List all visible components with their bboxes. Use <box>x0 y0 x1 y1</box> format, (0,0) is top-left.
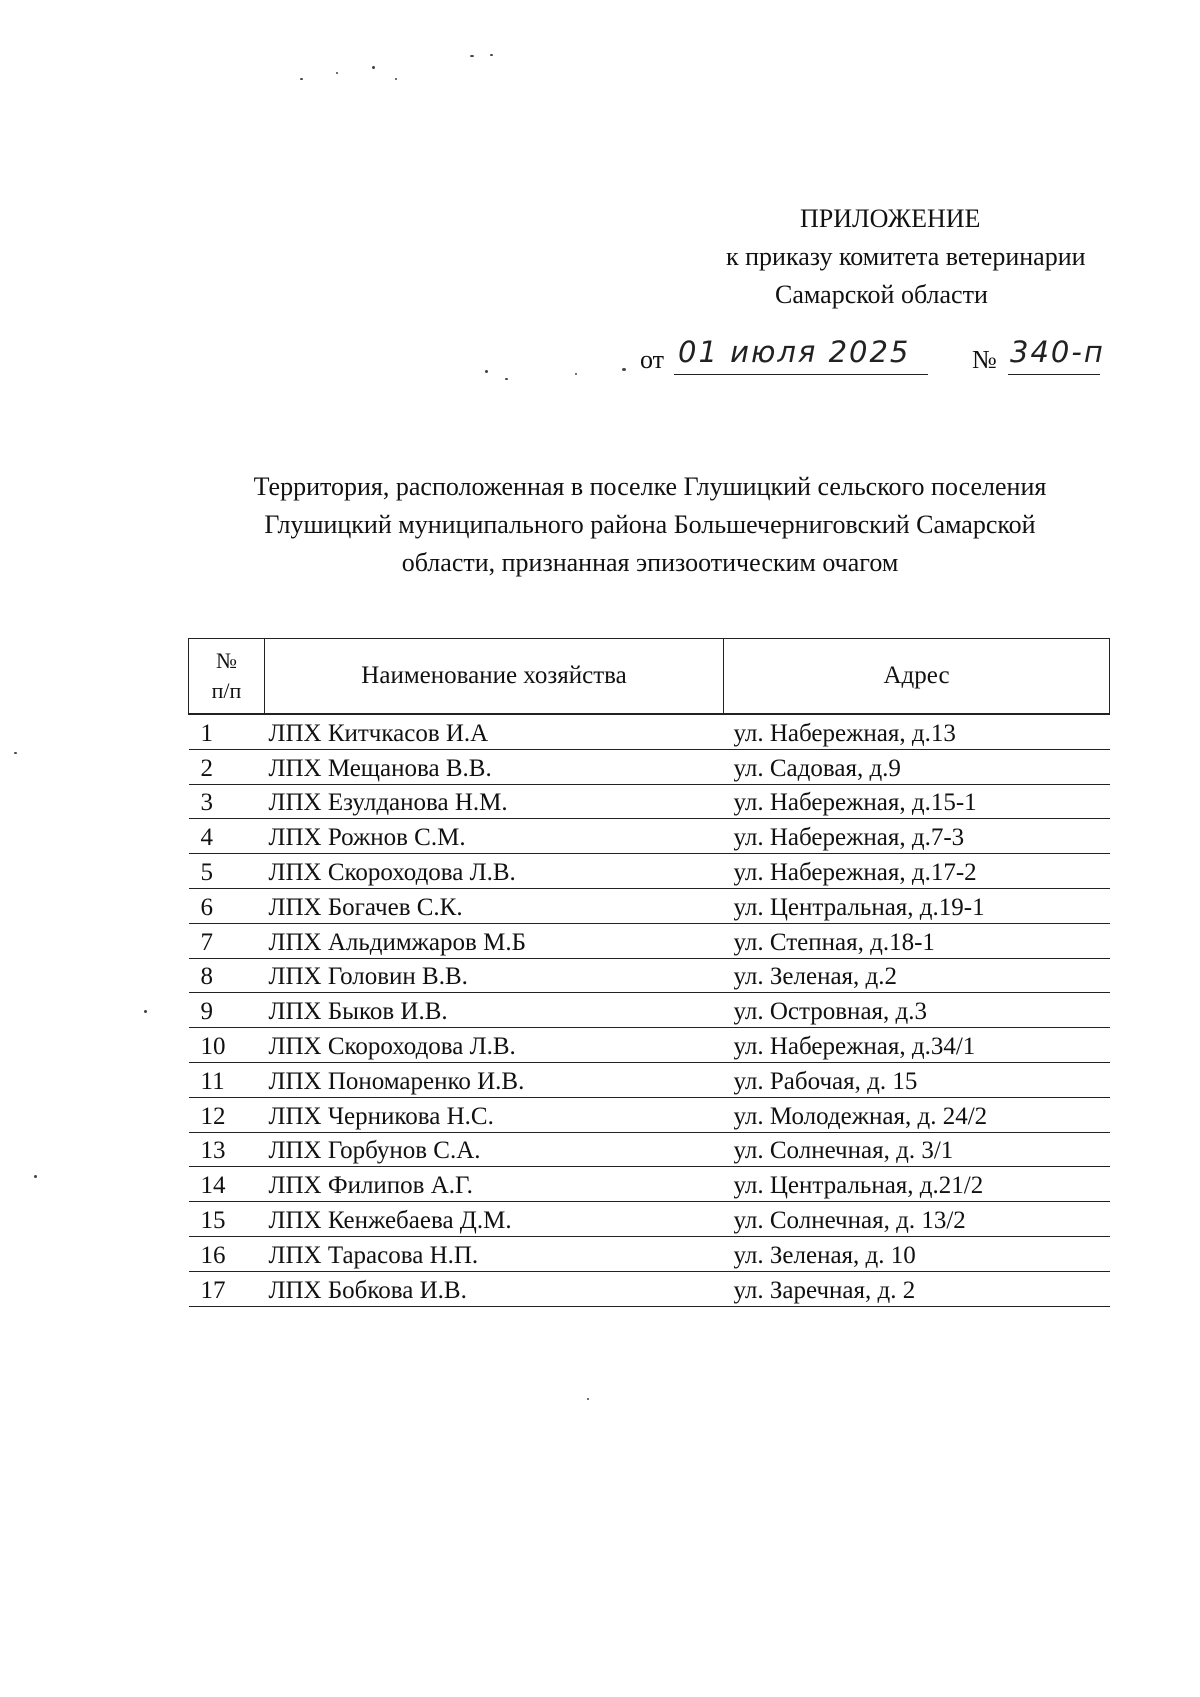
row-address: ул. Зеленая, д. 10 <box>724 1236 1110 1271</box>
row-number: 9 <box>189 993 265 1028</box>
scan-speck <box>372 66 375 69</box>
row-number: 14 <box>189 1167 265 1202</box>
header-number-line-1: № <box>216 648 237 673</box>
row-name: ЛПХ Кенжебаева Д.М. <box>265 1202 724 1237</box>
scan-speck <box>14 752 17 754</box>
document-heading <box>180 468 1120 582</box>
table-row <box>189 1062 1110 1097</box>
row-name: ЛПХ Альдимжаров М.Б <box>265 923 724 958</box>
row-number: 16 <box>189 1236 265 1271</box>
row-name: ЛПХ Бобкова И.В. <box>265 1271 724 1306</box>
row-address: ул. Солнечная, д. 3/1 <box>724 1132 1110 1167</box>
row-number: 8 <box>189 958 265 993</box>
row-number: 7 <box>189 923 265 958</box>
table-row <box>189 1236 1110 1271</box>
row-address: ул. Набережная, д.15-1 <box>724 784 1110 819</box>
header-address: Адрес <box>724 639 1110 715</box>
order-line <box>630 335 1110 379</box>
scan-speck <box>587 1398 589 1400</box>
row-name: ЛПХ Китчкасов И.А <box>265 714 724 749</box>
row-name: ЛПХ Богачев С.К. <box>265 888 724 923</box>
order-from-label: от <box>640 345 665 374</box>
scan-speck <box>300 78 303 80</box>
row-address: ул. Рабочая, д. 15 <box>724 1062 1110 1097</box>
row-number: 10 <box>189 1028 265 1063</box>
order-number-underline <box>1008 374 1100 375</box>
table-row <box>189 1097 1110 1132</box>
row-name: ЛПХ Мещанова В.В. <box>265 749 724 784</box>
scan-speck <box>144 1010 147 1013</box>
row-name: ЛПХ Черникова Н.С. <box>265 1097 724 1132</box>
row-address: ул. Степная, д.18-1 <box>724 923 1110 958</box>
scan-speck <box>622 368 626 371</box>
row-address: ул. Набережная, д.7-3 <box>724 819 1110 854</box>
scan-speck <box>485 370 488 373</box>
appendix-title: ПРИЛОЖЕНИЕ <box>800 204 981 233</box>
table-row <box>189 854 1110 889</box>
row-number: 3 <box>189 784 265 819</box>
heading-line-3: области, признанная эпизоотическим очагом <box>401 548 899 577</box>
row-address: ул. Садовая, д.9 <box>724 749 1110 784</box>
heading-line-2: Глушицкий муниципального района Большечерниговский Самарской <box>264 510 1036 539</box>
row-number: 1 <box>189 714 265 749</box>
table-row <box>189 1202 1110 1237</box>
row-address: ул. Центральная, д.19-1 <box>724 888 1110 923</box>
row-address: ул. Островная, д.3 <box>724 993 1110 1028</box>
table-row <box>189 749 1110 784</box>
row-address: ул. Центральная, д.21/2 <box>724 1167 1110 1202</box>
table-row <box>189 784 1110 819</box>
row-address: ул. Набережная, д.34/1 <box>724 1028 1110 1063</box>
table-row <box>189 958 1110 993</box>
row-address: ул. Набережная, д.13 <box>724 714 1110 749</box>
table-row <box>189 1167 1110 1202</box>
order-number: 340-п <box>1010 335 1105 369</box>
scan-speck <box>336 72 338 74</box>
row-number: 4 <box>189 819 265 854</box>
table-row <box>189 819 1110 854</box>
row-name: ЛПХ Пономаренко И.В. <box>265 1062 724 1097</box>
row-name: ЛПХ Скороходова Л.В. <box>265 1028 724 1063</box>
row-name: ЛПХ Быков И.В. <box>265 993 724 1028</box>
row-number: 17 <box>189 1271 265 1306</box>
row-address: ул. Молодежная, д. 24/2 <box>724 1097 1110 1132</box>
row-number: 2 <box>189 749 265 784</box>
order-number-label: № <box>972 345 997 374</box>
row-number: 13 <box>189 1132 265 1167</box>
scan-speck <box>470 55 474 57</box>
row-name: ЛПХ Скороходова Л.В. <box>265 854 724 889</box>
scan-speck <box>34 1175 37 1178</box>
table-row <box>189 993 1110 1028</box>
order-date-underline <box>674 374 928 375</box>
row-address: ул. Набережная, д.17-2 <box>724 854 1110 889</box>
row-name: ЛПХ Головин В.В. <box>265 958 724 993</box>
scan-speck <box>575 373 577 375</box>
row-number: 15 <box>189 1202 265 1237</box>
table-row <box>189 1028 1110 1063</box>
appendix-line-2: Самарской области <box>775 280 988 309</box>
row-number: 6 <box>189 888 265 923</box>
table-row <box>189 714 1110 749</box>
table-row <box>189 1132 1110 1167</box>
table-header-row <box>189 639 1110 715</box>
header-number-line-2: п/п <box>211 678 242 703</box>
row-name: ЛПХ Рожнов С.М. <box>265 819 724 854</box>
scan-speck <box>490 54 493 56</box>
appendix-block <box>640 200 1120 314</box>
row-address: ул. Заречная, д. 2 <box>724 1271 1110 1306</box>
order-date: 01 июля 2025 <box>678 335 911 369</box>
appendix-line-1: к приказу комитета ветеринарии <box>726 242 1086 271</box>
row-name: ЛПХ Тарасова Н.П. <box>265 1236 724 1271</box>
heading-line-1: Территория, расположенная в поселке Глушицкий сельского поселения <box>253 472 1047 501</box>
row-name: ЛПХ Филипов А.Г. <box>265 1167 724 1202</box>
row-number: 12 <box>189 1097 265 1132</box>
table-row <box>189 888 1110 923</box>
row-name: ЛПХ Езулданова Н.М. <box>265 784 724 819</box>
table-row <box>189 1271 1110 1306</box>
header-number <box>189 639 265 715</box>
farms-table <box>188 638 1110 1307</box>
row-number: 5 <box>189 854 265 889</box>
row-address: ул. Солнечная, д. 13/2 <box>724 1202 1110 1237</box>
row-address: ул. Зеленая, д.2 <box>724 958 1110 993</box>
table-row <box>189 923 1110 958</box>
scan-speck <box>395 78 397 80</box>
header-name: Наименование хозяйства <box>265 639 724 715</box>
row-number: 11 <box>189 1062 265 1097</box>
row-name: ЛПХ Горбунов С.А. <box>265 1132 724 1167</box>
scan-speck <box>505 378 508 380</box>
